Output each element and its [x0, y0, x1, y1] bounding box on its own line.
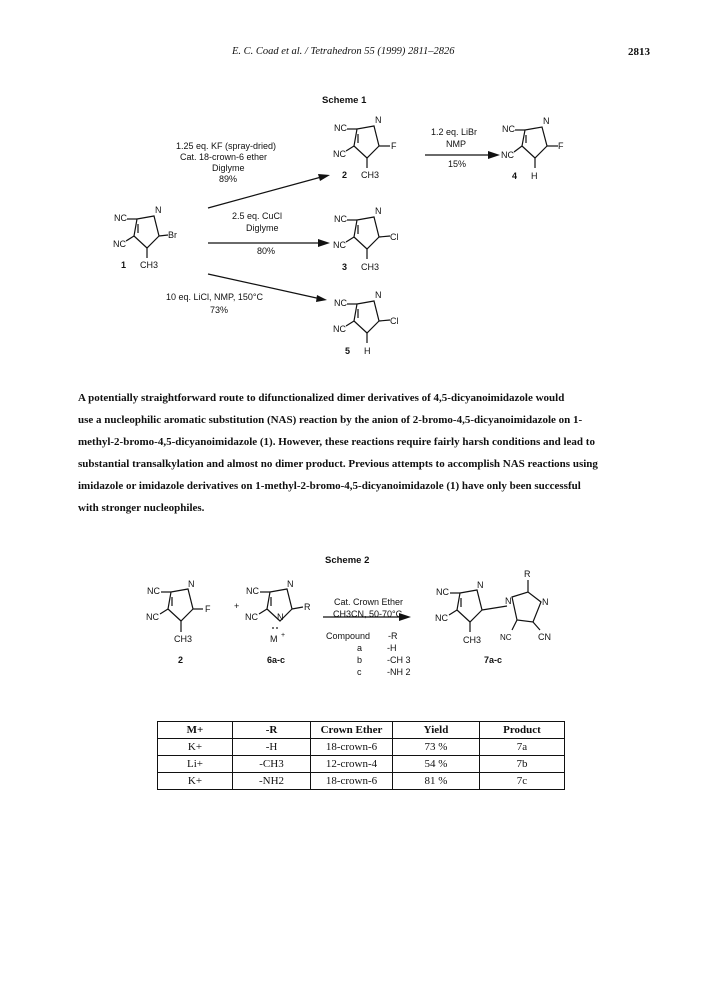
cond-to2-line1: 1.25 eq. KF (spray-dried): [176, 141, 277, 151]
s2-row-c-id: c: [357, 667, 362, 677]
c1-substituent: Br: [168, 230, 177, 240]
table-header-cell: Product: [480, 722, 565, 739]
cond-to4-line3: 15%: [448, 159, 467, 169]
s2-r2-nc-top: NC: [147, 586, 160, 596]
table-row: [158, 756, 565, 773]
c1-nc-bottom: NC: [113, 239, 126, 249]
s2-p-number: 7a-c: [484, 655, 503, 665]
table-header-cell: M+: [158, 722, 233, 739]
s2-p-cn: CN: [538, 632, 551, 642]
table-cell: 12-crown-4: [311, 756, 393, 773]
table-cell: 7c: [480, 773, 565, 790]
s2-r6-cation: M: [270, 634, 278, 644]
s2-product-ring-right: [512, 592, 541, 622]
table-cell: 73 %: [393, 739, 480, 756]
s2-r6-substituent: R: [304, 602, 311, 612]
s2-p-nc-top: NC: [436, 587, 449, 597]
c2-nc-bottom: NC: [333, 149, 346, 159]
table-cell: -CH3: [233, 756, 311, 773]
c5-nc-bottom: NC: [333, 324, 346, 334]
table-cell: Li+: [158, 756, 233, 773]
table-header-cell: Crown Ether: [311, 722, 393, 739]
c4-nc-bottom: NC: [501, 150, 514, 160]
c2-nsub: CH3: [361, 170, 380, 180]
results-table: [157, 721, 565, 790]
s2-p-n2: N: [505, 596, 512, 606]
cond-to3-line2: Diglyme: [246, 223, 279, 233]
c3-number: 3: [342, 262, 348, 272]
c4-substituent: F: [558, 141, 564, 151]
cond-to3-line1: 2.5 eq. CuCl: [232, 211, 283, 221]
s2-r6-charge: +: [281, 632, 286, 639]
s2-p-n3: N: [542, 597, 549, 607]
c2-number: 2: [342, 170, 348, 180]
paragraph-line: with stronger nucleophiles.: [78, 502, 205, 514]
scheme1-title: Scheme 1: [322, 95, 367, 106]
c3-nc-top: NC: [334, 214, 347, 224]
table-cell: 18-crown-6: [311, 773, 393, 790]
s2-p-nc-bottom: NC: [435, 613, 448, 623]
s2-row-a-id: a: [357, 643, 363, 653]
s2-row-b-id: b: [357, 655, 363, 665]
table-cell: K+: [158, 773, 233, 790]
c1-n: N: [155, 205, 162, 215]
c4-number: 4: [512, 171, 518, 181]
c5-n: N: [375, 290, 382, 300]
s2-p-n: N: [477, 580, 484, 590]
c1-nc-top: NC: [114, 213, 127, 223]
c5-nc-top: NC: [334, 298, 347, 308]
table-cell: -H: [233, 739, 311, 756]
s2-compound-header: Compound: [326, 631, 371, 641]
c4-nsub: H: [531, 171, 538, 181]
paragraph-line: A potentially straightforward route to difunctionalized dimer derivatives of 4,5-dicyanoimidazole would: [78, 392, 565, 404]
table-cell: 7b: [480, 756, 565, 773]
cond-to2-line3: Diglyme: [212, 163, 245, 173]
table-cell: -NH2: [233, 773, 311, 790]
c3-substituent: Cl: [390, 232, 399, 242]
paragraph-line: methyl-2-bromo-4,5-dicyanoimidazole (1). However, these reactions require fairly harsh conditions and lead to: [78, 436, 595, 448]
s2-cond-line1: Cat. Crown Ether: [334, 597, 404, 607]
s2-row-c-r: -NH 2: [387, 667, 411, 677]
cond-to2-line2: Cat. 18-crown-6 ether: [180, 152, 268, 162]
c2-nc-top: NC: [334, 123, 347, 133]
table-header-cell: -R: [233, 722, 311, 739]
c3-n: N: [375, 206, 382, 216]
table-cell: 81 %: [393, 773, 480, 790]
c5-substituent: Cl: [390, 316, 399, 326]
paragraph-line: substantial transalkylation and almost no dimer product. Previous attempts to accomplish NAS reactions using: [78, 458, 598, 470]
s2-cond-line2: CH3CN, 50-70°C: [333, 609, 403, 619]
s2-row-a-r: -H: [387, 643, 397, 653]
table-cell: 18-crown-6: [311, 739, 393, 756]
c5-nsub: H: [364, 346, 371, 356]
s2-r6-number: 6a-c: [267, 655, 286, 665]
table-cell: K+: [158, 739, 233, 756]
table-cell: 7a: [480, 739, 565, 756]
c3-nc-bottom: NC: [333, 240, 346, 250]
cond-to4-line1: 1.2 eq. LiBr: [431, 127, 478, 137]
table-header-row: [158, 722, 565, 739]
s2-r6-nc-top: NC: [246, 586, 259, 596]
s2-p-nsub: CH3: [463, 635, 482, 645]
s2-r2-substituent: F: [205, 604, 211, 614]
s2-p-r: R: [524, 569, 531, 579]
s2-r2-number: 2: [178, 655, 184, 665]
s2-r2-nsub: CH3: [174, 634, 193, 644]
c4-nc-top: NC: [502, 124, 515, 134]
c4-n: N: [543, 116, 550, 126]
s2-r6-n-anion: N: [277, 612, 284, 622]
s2-r6-n: N: [287, 579, 294, 589]
running-header-citation: E. C. Coad et al. / Tetrahedron 55 (1999) 2811–2826: [232, 46, 455, 57]
scheme2-title: Scheme 2: [325, 555, 370, 566]
s2-r6-nc-bottom: NC: [245, 612, 258, 622]
cond-to4-line2: NMP: [446, 139, 466, 149]
table-row: [158, 773, 565, 790]
c1-number: 1: [121, 260, 127, 270]
s2-r-header: -R: [388, 631, 398, 641]
paragraph-line: imidazole or imidazole derivatives on 1-methyl-2-bromo-4,5-dicyanoimidazole (1) have only been successful: [78, 480, 581, 492]
page-number: 2813: [628, 46, 650, 58]
s2-p-nc-ring2: NC: [500, 633, 512, 642]
c2-n: N: [375, 115, 382, 125]
paragraph-line: use a nucleophilic aromatic substitution (NAS) reaction by the anion of 2-bromo-4,5-dicyanoimidazole on 1-: [78, 414, 583, 426]
c5-number: 5: [345, 346, 351, 356]
c1-nsub: CH3: [140, 260, 159, 270]
s2-r2-nc-bottom: NC: [146, 612, 159, 622]
s2-r2-n: N: [188, 579, 195, 589]
cond-to5-line2: 73%: [210, 305, 229, 315]
cond-to3-line3: 80%: [257, 246, 276, 256]
cond-to2-line4: 89%: [219, 174, 238, 184]
c2-substituent: F: [391, 141, 397, 151]
table-cell: 54 %: [393, 756, 480, 773]
c3-nsub: CH3: [361, 262, 380, 272]
s2-plus: +: [234, 601, 240, 611]
table-row: [158, 739, 565, 756]
s2-row-b-r: -CH 3: [387, 655, 411, 665]
cond-to5-line1: 10 eq. LiCl, NMP, 150°C: [166, 292, 263, 302]
table-header-cell: Yield: [393, 722, 480, 739]
